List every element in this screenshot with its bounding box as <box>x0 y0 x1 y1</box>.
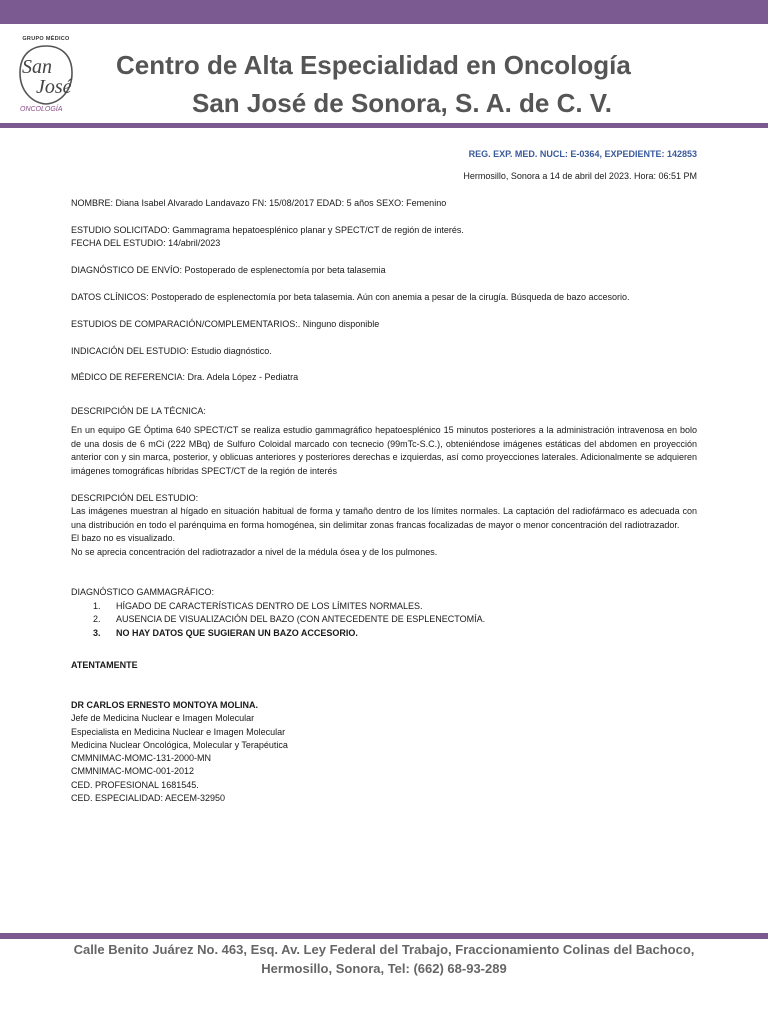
logo-emblem <box>14 43 78 107</box>
diagnosis-item-text: AUSENCIA DE VISUALIZACIÓN DEL BAZO (CON ANTECEDENTE DE ESPLENECTOMÍA. <box>116 614 486 624</box>
diagnosis-item-number: 2. <box>93 614 101 624</box>
closing: ATENTAMENTE <box>71 660 138 670</box>
technique-paragraph: En un equipo GE Óptima 640 SPECT/CT se realiza estudio gammagráfico hepatoesplénico 15 minutos posteriores a la administración intravenosa en bolo de una dosis de 6 mCi (222 MBq) de Sulfuro Coloidal marcado con tecnecio (99mTc-S.C.), obteniéndose imágenes estáticas del abdomen en proyección anterior con y sin marca, posterior, y oblicuas anteriores y posteriores derechas e izquierdas, así como proyecciones laterales. Adicionalmente se adquieren imágenes tomográficas híbridas SPECT/CT de la región de interés <box>71 425 697 476</box>
logo-main-text-2: José <box>36 76 72 98</box>
header-rule <box>0 123 768 128</box>
diagnosis-item <box>71 613 485 627</box>
registration-number: REG. EXP. MED. NUCL: E-0364, EXPEDIENTE: 142853 <box>468 149 697 159</box>
signature-block <box>71 699 288 805</box>
footer-line-1: Calle Benito Juárez No. 463, Esq. Av. Ley Federal del Trabajo, Fraccionamiento Colinas del Bachoco, <box>73 942 695 957</box>
referral-diagnosis: DIAGNÓSTICO DE ENVÍO: Postoperado de esplenectomía por beta talasemia <box>71 265 386 275</box>
diagnosis-item <box>71 600 485 614</box>
diagnosis-heading: DIAGNÓSTICO GAMMAGRÁFICO: <box>71 587 215 597</box>
footer-line-2: Hermosillo, Sonora, Tel: (662) 68-93-289 <box>261 961 507 976</box>
clinical-data: DATOS CLÍNICOS: Postoperado de esplenectomía por beta talasemia. Aún con anemia a pesar de la cirugía. Búsqueda de bazo accesorio. <box>71 292 630 302</box>
scintigraphic-diagnosis <box>71 586 485 640</box>
footer-address <box>0 940 768 978</box>
footer-rule <box>0 933 768 939</box>
signature-line: Jefe de Medicina Nuclear e Imagen Molecular <box>71 713 255 724</box>
study-description-p1: Las imágenes muestran al hígado en situación habitual de forma y tamaño dentro de los límites normales. La captación del radiofármaco es adecuada con una distribución en todo el parénquima en forma homogénea, sin delimitar zonas francas focalizadas de mayor o menor concentración del radiotrazador. <box>71 506 697 530</box>
study-requested: ESTUDIO SOLICITADO: Gammagrama hepatoesplénico planar y SPECT/CT de región de interés. <box>71 225 464 235</box>
signature-line: Medicina Nuclear Oncológica, Molecular y Terapéutica <box>71 739 288 750</box>
doctor-name: DR CARLOS ERNESTO MONTOYA MOLINA. <box>71 700 259 710</box>
technique-heading: DESCRIPCIÓN DE LA TÉCNICA: <box>71 406 206 416</box>
logo-group-text: GRUPO MÉDICO <box>22 36 70 42</box>
diagnosis-item-number: 1. <box>93 600 101 611</box>
diagnosis-item-text: NO HAY DATOS QUE SUGIERAN UN BAZO ACCESORIO. <box>116 627 358 638</box>
referring-doctor: MÉDICO DE REFERENCIA: Dra. Adela López - Pediatra <box>71 372 299 382</box>
study-description-heading: DESCRIPCIÓN DEL ESTUDIO: <box>71 493 199 503</box>
technique-body <box>71 424 697 478</box>
study-description-p3: No se aprecia concentración del radiotrazador a nivel de la médula ósea y de los pulmones. <box>71 546 438 557</box>
diagnosis-item <box>71 627 485 641</box>
comparison-studies: ESTUDIOS DE COMPARACIÓN/COMPLEMENTARIOS:. Ninguno disponible <box>71 319 380 329</box>
san-jose-logo <box>14 36 78 120</box>
report-date-time: Hermosillo, Sonora a 14 de abril del 2023. Hora: 06:51 PM <box>463 171 697 181</box>
signature-line: CED. ESPECIALIDAD: AECEM-32950 <box>71 793 226 804</box>
diagnosis-item-number: 3. <box>93 627 101 638</box>
signature-line: CED. PROFESIONAL 1681545. <box>71 779 199 790</box>
study-description-p2: El bazo no es visualizado. <box>71 533 176 543</box>
logo-sub-text: ONCOLOGÍA <box>20 106 63 113</box>
patient-line: NOMBRE: Diana Isabel Alvarado Landavazo FN: 15/08/2017 EDAD: 5 años SEXO: Femenino <box>71 198 447 208</box>
title-line-2: San José de Sonora, S. A. de C. V. <box>192 88 612 118</box>
signature-line: CMMNIMAC-MOMC-131-2000-MN <box>71 753 212 764</box>
signature-line: CMMNIMAC-MOMC-001-2012 <box>71 766 195 777</box>
study-date: FECHA DEL ESTUDIO: 14/abril/2023 <box>71 238 221 248</box>
logo-main-text-1: San <box>22 56 52 78</box>
study-indication: INDICACIÓN DEL ESTUDIO: Estudio diagnóstico. <box>71 346 272 356</box>
study-description-body <box>71 505 697 559</box>
top-band <box>0 0 768 24</box>
title-line-1: Centro de Alta Especialidad en Oncología <box>116 50 631 80</box>
diagnosis-item-text: HÍGADO DE CARACTERÍSTICAS DENTRO DE LOS LÍMITES NORMALES. <box>116 600 423 611</box>
signature-line: Especialista en Medicina Nuclear e Imagen Molecular <box>71 726 286 737</box>
